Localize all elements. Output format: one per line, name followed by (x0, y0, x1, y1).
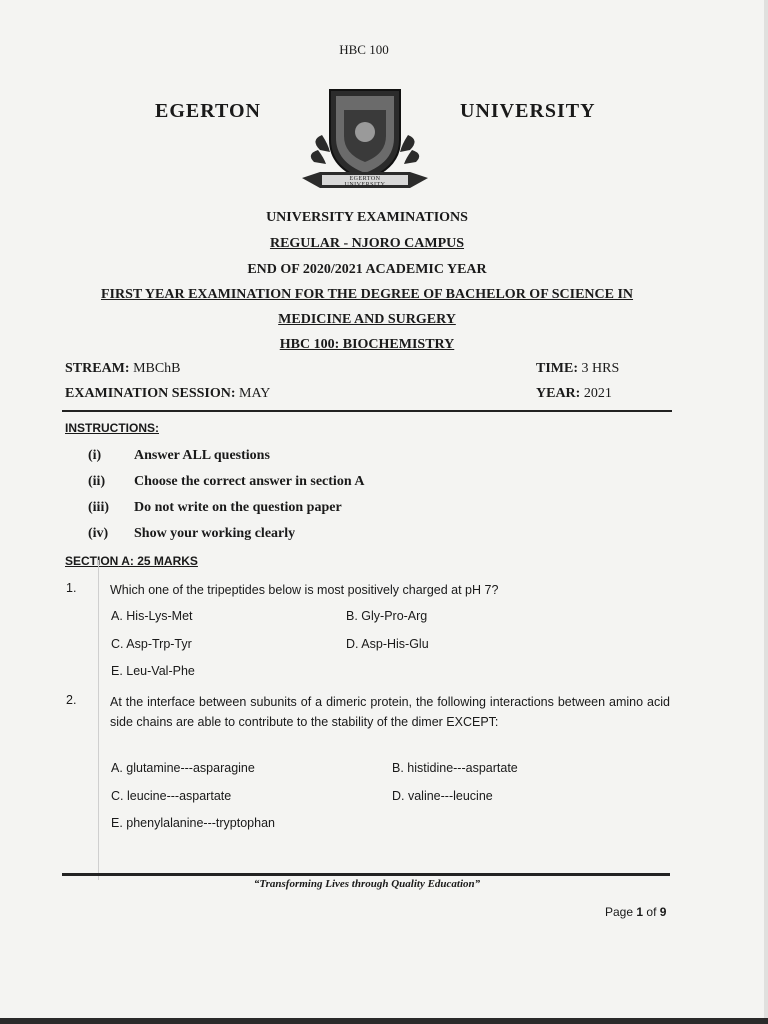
page-number (605, 905, 666, 919)
page-total: 9 (659, 905, 667, 919)
page-of: of (646, 905, 657, 919)
header-divider (62, 410, 672, 412)
university-name-left: EGERTON (155, 100, 261, 122)
answer-option: B. Gly-Pro-Arg (346, 609, 428, 623)
answer-option: D. valine---leucine (392, 789, 493, 803)
session-label: EXAMINATION SESSION: (65, 386, 236, 401)
university-name-right: UNIVERSITY (460, 100, 596, 122)
course-code-header: HBC 100 (339, 42, 389, 57)
scan-edge-right (764, 0, 768, 1024)
instruction-text: Answer ALL questions (134, 448, 270, 463)
year-value: 2021 (583, 386, 612, 401)
footer-divider (62, 873, 670, 876)
exam-title-line-1: UNIVERSITY EXAMINATIONS (266, 210, 468, 225)
page-prefix: Page (605, 905, 634, 919)
stream-info (65, 361, 181, 377)
exam-title-line-6: HBC 100: BIOCHEMISTRY (279, 337, 455, 352)
time-label: TIME: (536, 361, 578, 376)
answer-option: A. glutamine---asparagine (111, 761, 255, 775)
instruction-text: Do not write on the question paper (134, 500, 342, 515)
scan-edge-bottom (0, 1018, 768, 1024)
page-current: 1 (636, 905, 644, 919)
stream-label: STREAM: (65, 361, 130, 376)
answer-option: E. phenylalanine---tryptophan (111, 816, 275, 830)
exam-title-line-5: MEDICINE AND SURGERY (278, 312, 456, 327)
answer-option: B. histidine---aspartate (392, 761, 518, 775)
exam-title-line-4: FIRST YEAR EXAMINATION FOR THE DEGREE OF BACHELOR OF SCIENCE IN (100, 287, 634, 302)
year-label: YEAR: (536, 386, 581, 401)
question-text: Which one of the tripeptides below is most positively charged at pH 7? (110, 583, 499, 597)
question-number: 2. (66, 693, 77, 707)
instruction-number: (iii) (88, 500, 109, 515)
time-value: 3 HRS (581, 361, 620, 376)
answer-option: A. His-Lys-Met (111, 609, 193, 623)
answer-option: C. Asp-Trp-Tyr (111, 637, 192, 651)
question-number: 1. (66, 581, 77, 595)
crest-banner-text: EGERTON UNIVERSITY (344, 176, 386, 188)
university-crest-icon (300, 80, 430, 200)
time-info (536, 361, 619, 377)
university-motto: “Transforming Lives through Quality Education” (253, 878, 481, 890)
question-text: At the interface between subunits of a dimeric protein, the following interactions between amino acid side chains are able to contribute to the stability of the dimer EXCEPT: (110, 695, 670, 729)
instruction-text: Show your working clearly (134, 526, 296, 541)
instruction-number: (i) (88, 448, 102, 463)
exam-title-line-3: END OF 2020/2021 ACADEMIC YEAR (247, 262, 487, 277)
year-info (536, 386, 612, 402)
answer-option: E. Leu-Val-Phe (111, 664, 195, 678)
section-a-heading: SECTION A: 25 MARKS (65, 554, 198, 568)
exam-title-line-2: REGULAR - NJORO CAMPUS (269, 236, 465, 251)
answer-option: D. Asp-His-Glu (346, 637, 429, 651)
instruction-text: Choose the correct answer in section A (134, 474, 365, 489)
session-value: MAY (239, 386, 271, 401)
instruction-number: (iv) (88, 526, 109, 541)
instruction-number: (ii) (88, 474, 106, 489)
session-info (65, 386, 270, 402)
answer-option: C. leucine---aspartate (111, 789, 232, 803)
stream-value: MBChB (133, 361, 181, 376)
margin-line (98, 560, 99, 880)
instructions-heading: INSTRUCTIONS: (65, 421, 159, 435)
